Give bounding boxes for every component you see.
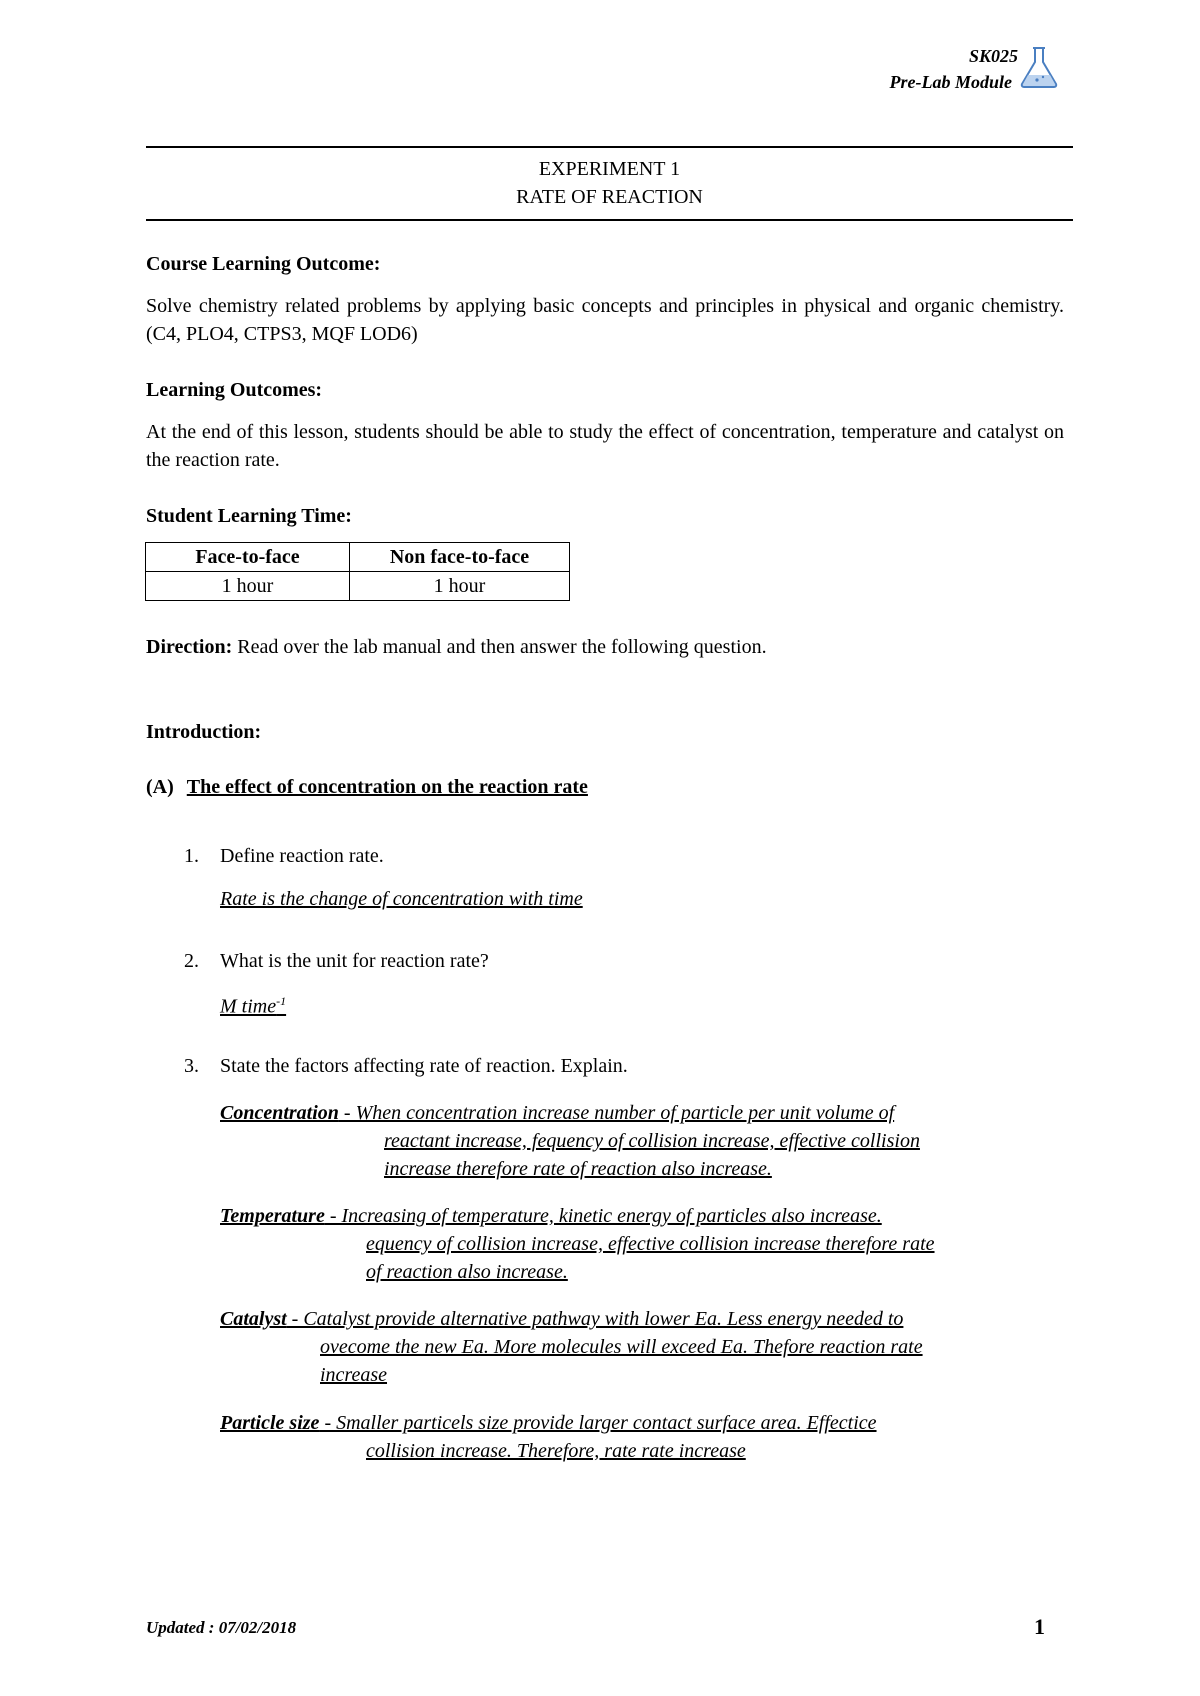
section-a bbox=[146, 776, 588, 799]
answer-text: Rate is the change of concentration with time bbox=[220, 888, 583, 910]
factor-catalyst bbox=[220, 1305, 1080, 1389]
factor-explanation-line: increase bbox=[320, 1364, 388, 1386]
factor-term: Temperature bbox=[220, 1205, 325, 1227]
question-number: 1. bbox=[184, 845, 199, 867]
section-a-title: The effect of concentration on the reaction rate bbox=[186, 776, 588, 798]
updated-date: Updated : 07/02/2018 bbox=[146, 1618, 297, 1637]
factor-explanation-line: reactant increase, fequency of collision increase, effective collision bbox=[384, 1130, 920, 1152]
table-header: Non face-to-face bbox=[350, 543, 570, 572]
question-number: 3. bbox=[184, 1055, 199, 1077]
title-rule-bottom bbox=[146, 219, 1073, 221]
experiment-title: RATE OF REACTION bbox=[516, 186, 703, 208]
course-outcome-heading: Course Learning Outcome: bbox=[146, 253, 381, 275]
experiment-number: EXPERIMENT 1 bbox=[538, 158, 681, 180]
flask-icon bbox=[1016, 44, 1062, 90]
learning-time-heading: Student Learning Time: bbox=[146, 505, 352, 527]
question-text: State the factors affecting rate of reaction. Explain. bbox=[220, 1055, 628, 1077]
table-cell: 1 hour bbox=[350, 572, 570, 601]
direction-text: Read over the lab manual and then answer the following question. bbox=[232, 636, 767, 658]
factor-term: Catalyst bbox=[220, 1308, 287, 1330]
factor-concentration bbox=[220, 1099, 1080, 1183]
direction-label: Direction: bbox=[146, 636, 233, 658]
factor-explanation: - When concentration increase number of particle per unit volume of bbox=[338, 1102, 895, 1124]
introduction-heading: Introduction: bbox=[146, 721, 262, 743]
answer-unit: M time bbox=[220, 995, 277, 1018]
answer-text bbox=[220, 994, 286, 1019]
question-number: 2. bbox=[184, 950, 199, 972]
learning-outcomes-text: At the end of this lesson, students should be able to study the effect of concentration, temperature and catalyst on the reaction rate. bbox=[146, 421, 1064, 471]
learning-time-table bbox=[145, 542, 570, 601]
factor-explanation-line: of reaction also increase. bbox=[366, 1261, 568, 1283]
question-text: What is the unit for reaction rate? bbox=[220, 950, 489, 972]
factor-temperature bbox=[220, 1202, 1080, 1286]
title-rule-top bbox=[146, 146, 1073, 148]
factor-explanation: - Smaller particels size provide larger contact surface area. Effectice bbox=[319, 1412, 877, 1434]
direction bbox=[146, 636, 767, 659]
page-number: 1 bbox=[1034, 1614, 1045, 1639]
factor-explanation: - Catalyst provide alternative pathway with lower Ea. Less energy needed to bbox=[286, 1308, 904, 1330]
question-text: Define reaction rate. bbox=[220, 845, 384, 867]
factor-explanation-line: collision increase. Therefore, rate rate increase bbox=[366, 1440, 746, 1462]
factor-explanation-line: equency of collision increase, effective collision increase therefore rate bbox=[366, 1233, 935, 1255]
factor-explanation-line: ovecome the new Ea. More molecules will exceed Ea. Thefore reaction rate bbox=[320, 1336, 923, 1358]
module-code: SK025 bbox=[968, 46, 1018, 66]
answer-exponent: -1 bbox=[276, 994, 287, 1008]
course-outcome-text: Solve chemistry related problems by applying basic concepts and principles in physical and organic chemistry. (C4, PLO4, CTPS3, MQF LOD6) bbox=[146, 295, 1064, 345]
learning-outcomes-heading: Learning Outcomes: bbox=[146, 379, 323, 401]
factor-term: Particle size bbox=[220, 1412, 320, 1434]
module-name: Pre-Lab Module bbox=[889, 72, 1012, 92]
factor-explanation-line: increase therefore rate of reaction also increase. bbox=[384, 1158, 772, 1180]
table-header: Face-to-face bbox=[146, 543, 350, 572]
factor-particle-size bbox=[220, 1409, 1080, 1465]
section-a-label: (A) bbox=[146, 776, 174, 798]
factor-explanation: - Increasing of temperature, kinetic energy of particles also increase. bbox=[324, 1205, 882, 1227]
table-cell: 1 hour bbox=[146, 572, 350, 601]
factor-term: Concentration bbox=[220, 1102, 339, 1124]
